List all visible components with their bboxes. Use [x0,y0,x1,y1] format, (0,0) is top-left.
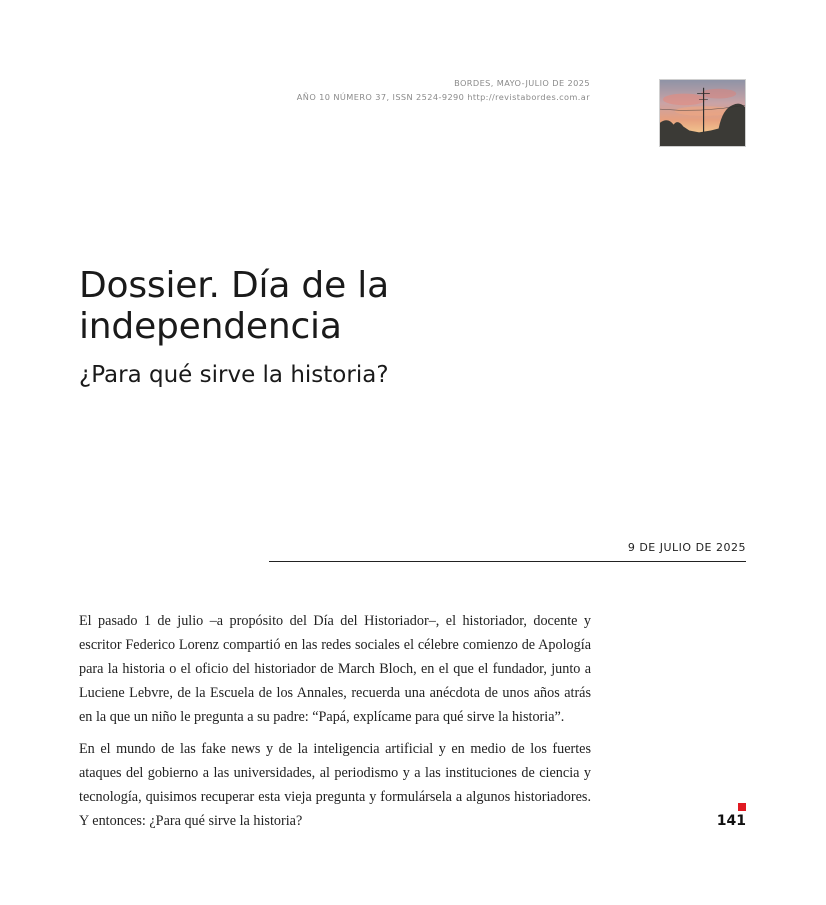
publication-date: 9 DE JULIO DE 2025 [627,541,746,554]
article-body [79,609,591,841]
sunset-thumbnail [659,79,746,147]
body-paragraph-2: En el mundo de las fake news y de la inteligencia artificial y en medio de los fuertes ataques del gobierno a las universidades, al periodismo y a las instituciones de ciencia y tecnología, quisimos recuperar esta vieja pregunta y formulársela a algunos historiadores. Y entonces: ¿Para qué sirve la historia? [79,741,591,829]
article-subtitle: ¿Para qué sirve la historia? [79,362,389,388]
article-title [79,265,389,347]
date-divider [269,561,746,562]
journal-header [297,76,590,104]
body-paragraph-1: El pasado 1 de julio –a propósito del Día del Historiador–, el historiador, docente y escritor Federico Lorenz compartió en las redes sociales el célebre comienzo de Apología para la historia o el oficio del historiador de March Bloch, en el que el fundador, junto a Luciene Lebvre, de la Escuela de los Annales, recuerda una anécdota de unos años atrás en la que un niño le pregunta a su padre: “Papá, explícame para qué sirve la historia”. [79,613,591,725]
journal-header-line1: BORDES, MAYO-JULIO DE 2025 [454,78,590,88]
page-number: 141 [716,813,746,829]
page-marker-square [738,803,746,811]
article-title-line1: Dossier. Día de la [79,265,389,306]
article-title-line2: independencia [79,306,342,347]
sunset-illustration [660,80,745,146]
journal-header-line2: AÑO 10 NÚMERO 37, ISSN 2524-9290 http://revistabordes.com.ar [296,92,590,102]
